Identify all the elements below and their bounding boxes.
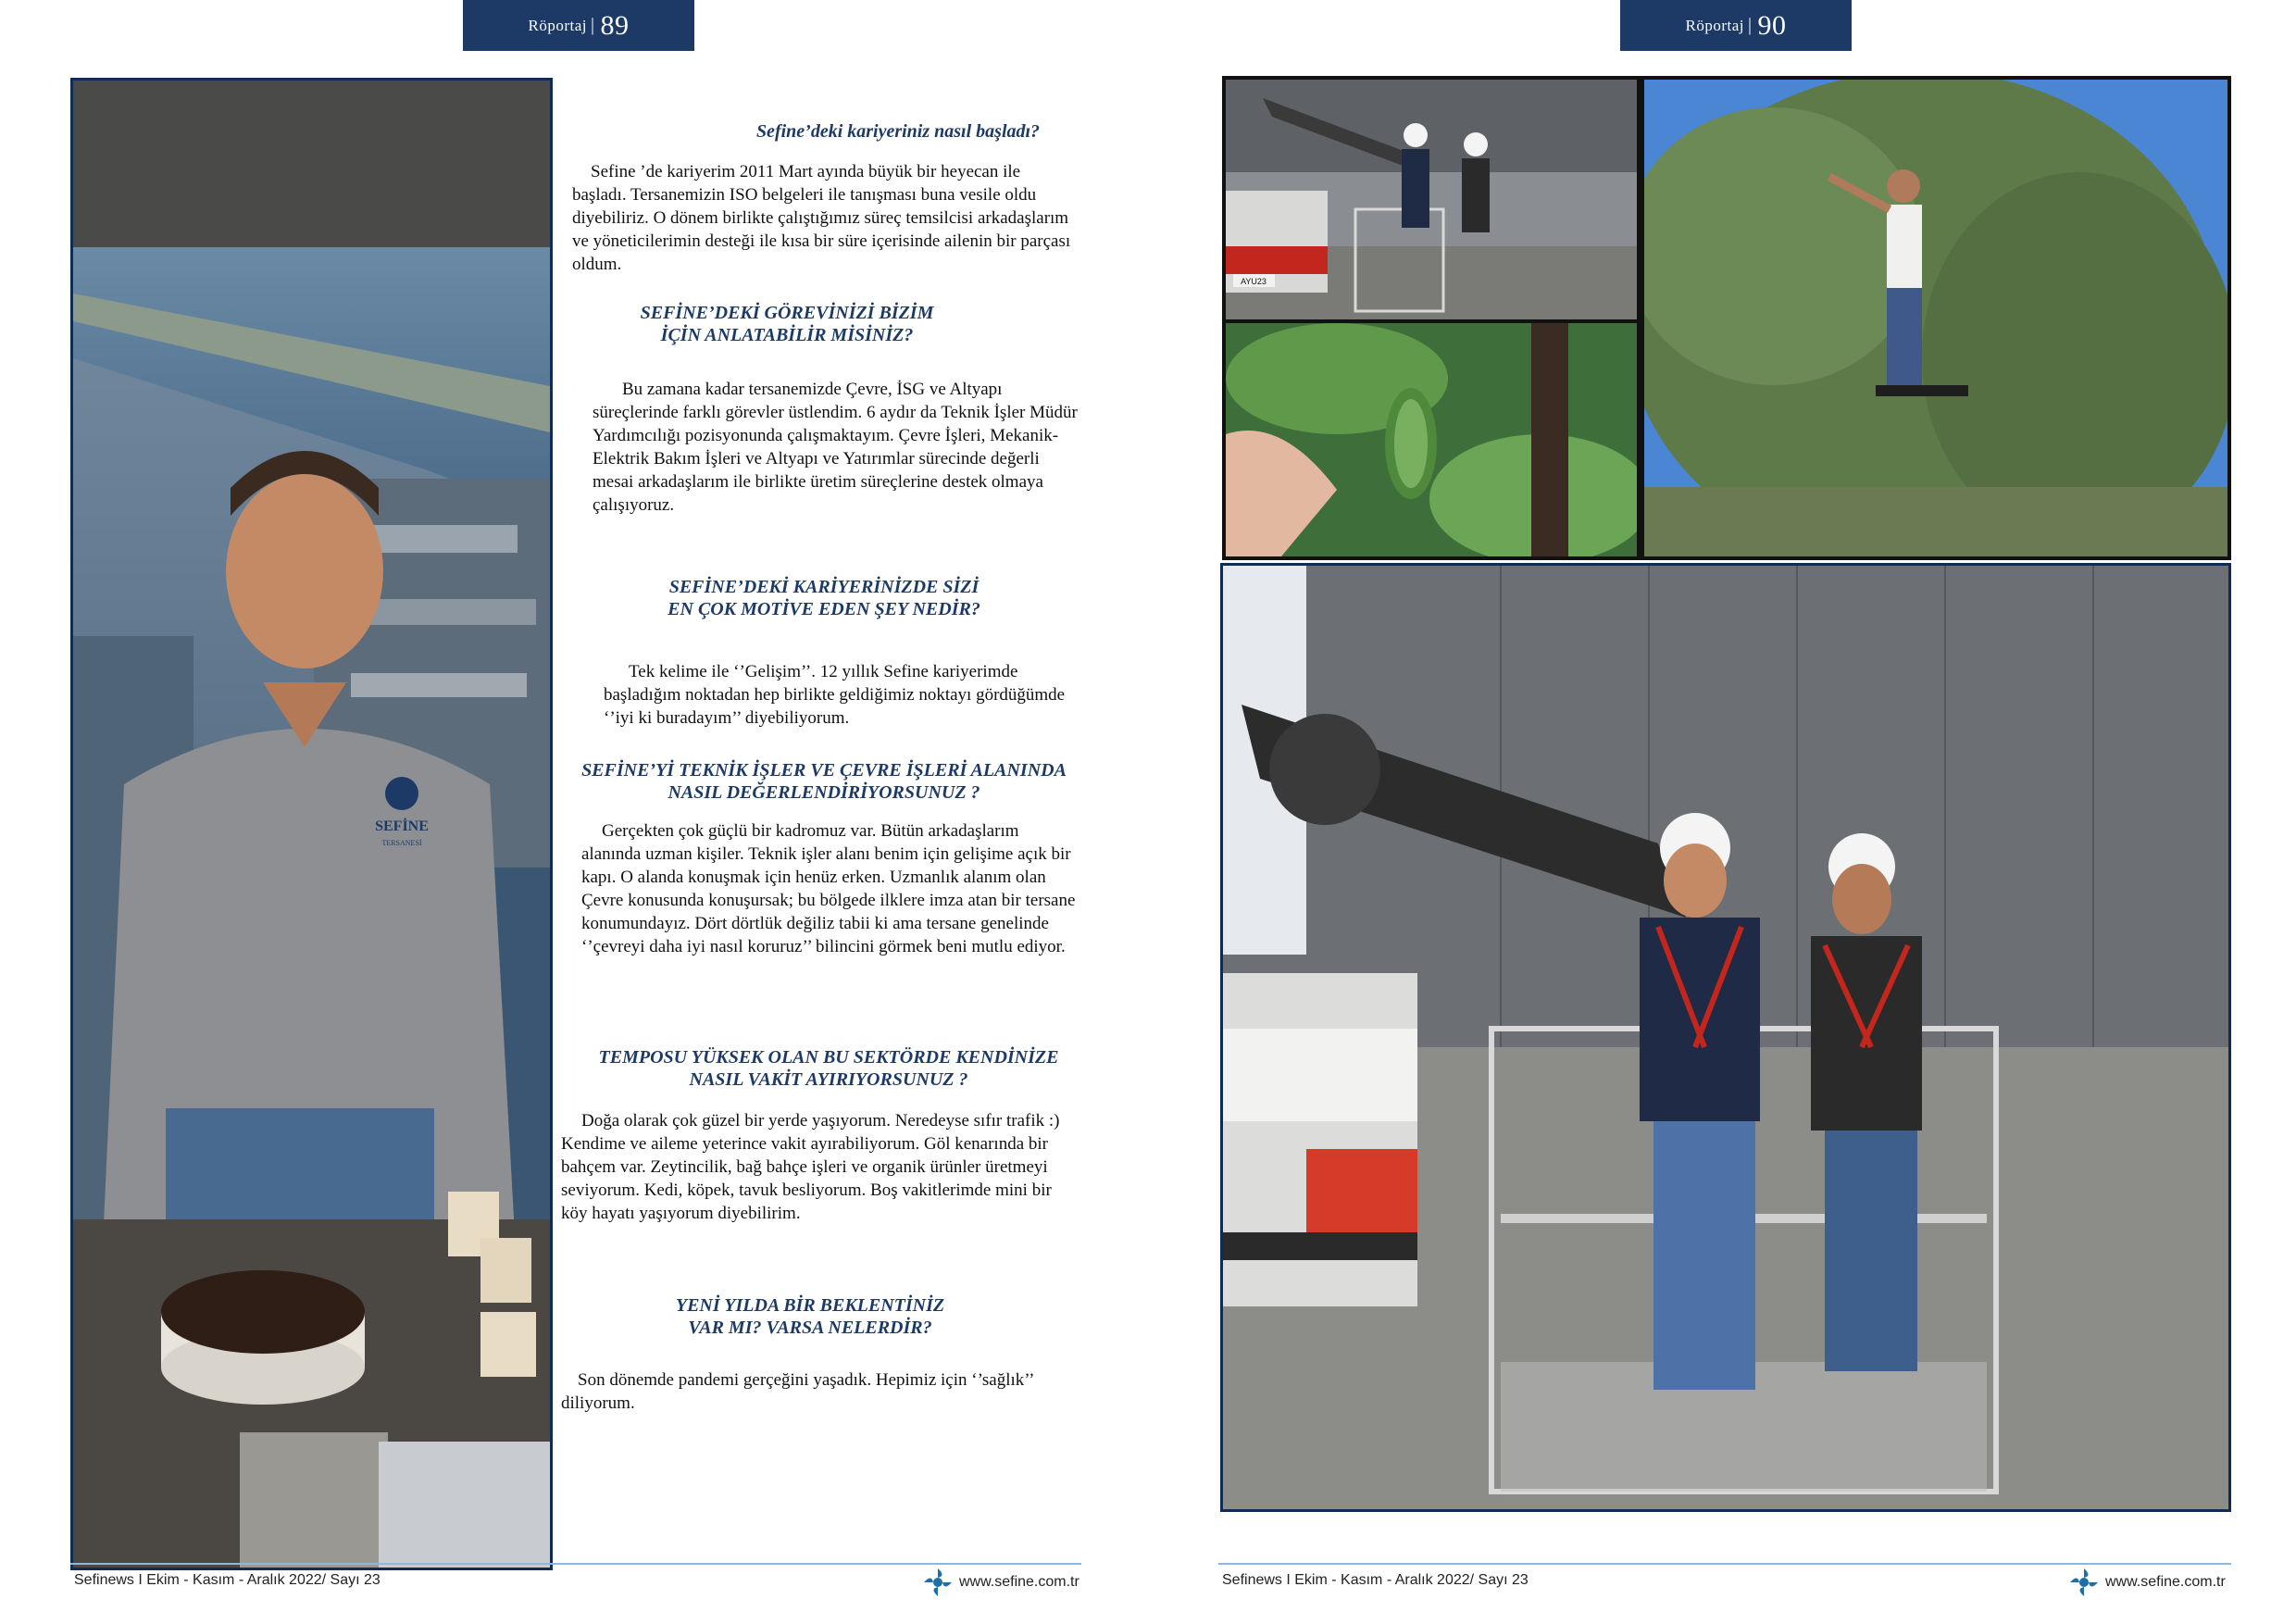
question-5: TEMPOSU YÜKSEK OLAN BU SEKTÖRDE KENDİNİZE NASIL VAKİT AYIRIYORSUNUZ ?	[598, 1047, 1059, 1090]
photo-crane-small	[1222, 76, 1641, 323]
sefine-logo-icon	[2068, 1567, 2100, 1598]
footer-rule-right	[1218, 1563, 2231, 1565]
header-separator: |	[1747, 15, 1753, 35]
footer-issue-left: Sefinews I Ekim - Kasım - Aralık 2022/ Sayı 23	[74, 1572, 381, 1588]
page-header-tab-left	[463, 0, 694, 51]
footer-rule-left	[70, 1563, 1081, 1565]
website-url[interactable]: www.sefine.com.tr	[2105, 1574, 2226, 1590]
footer-website-right[interactable]	[2068, 1567, 2226, 1598]
question-4: SEFİNE’Yİ TEKNİK İŞLER VE ÇEVRE İŞLERİ ALANINDA NASIL DEĞERLENDİRİYORSUNUZ ?	[581, 760, 1067, 803]
photo-olive-tree	[1641, 76, 2231, 560]
answer-6: Son dönemde pandemi gerçeğini yaşadık. Hepimiz için ‘’sağlık’’ diliyorum.	[561, 1370, 1034, 1413]
page-header-tab-right	[1620, 0, 1852, 51]
question-6: YENİ YILDA BİR BEKLENTİNİZ VAR MI? VARSA NELERDİR?	[675, 1295, 945, 1338]
question-2: SEFİNE’DEKİ GÖREVİNİZİ BİZİM İÇİN ANLATABİLİR MİSİNİZ?	[640, 303, 934, 345]
shirt-logo-subtext: TERSANESİ	[381, 839, 422, 847]
answer-5: Doğa olarak çok güzel bir yerde yaşıyorum. Neredeyse sıfır trafik :) Kendime ve aileme yeterince vakit ayırabiliyorum. Göl kenarında bir bahçem var. Zeytincilik, bağ bahçe işleri ve organik ürünler üretmeyi seviyorum. Kedi, köpek, tavuk besliyorum. Boş vakitlerimde mini bir köy hayatı yaşıyorum diyebilirim.	[561, 1111, 1060, 1223]
header-section-label: Röportaj	[1685, 16, 1744, 34]
question-3: SEFİNE’DEKİ KARİYERİNİZDE SİZİ EN ÇOK MOTİVE EDEN ŞEY NEDİR?	[668, 577, 980, 619]
website-url[interactable]: www.sefine.com.tr	[959, 1574, 1079, 1590]
answer-3: Tek kelime ile ‘’Gelişim’’. 12 yıllık Sefine kariyerimde başladığım noktadan hep birlikte geldiğimiz noktayı gördüğümde ‘’iyi ki buradayım’’ diyebiliyorum.	[604, 662, 1066, 728]
truck-plate: AYU23	[1241, 277, 1267, 286]
header-separator: |	[590, 15, 595, 35]
footer-issue-right: Sefinews I Ekim - Kasım - Aralık 2022/ Sayı 23	[1222, 1572, 1529, 1588]
question-1: Sefine’deki kariyeriniz nasıl başladı?	[755, 121, 1041, 142]
answer-2: Bu zamana kadar tersanemizde Çevre, İSG ve Altyapı süreçlerinde farklı görevler üstlendim. 6 aydır da Teknik İşler Müdür Yardımcılığı pozisyonunda çalışmaktayım. Çevre İşleri, Mekanik-Elektrik Bakım İşleri ve Altyapı ve Yatırımlar sürecinde değerli mesai arkadaşlarım ile birlikte üretim süreçlerine destek olmaya çalışıyoruz.	[593, 380, 1078, 515]
answer-1: Sefine ’de kariyerim 2011 Mart ayında büyük bir heyecan ile başladı. Tersanemizin ISO belgeleri ile tanışması buna vesile oldu diyebiliriz. O dönem birlikte çalıştığımız süreç temsilcisi arkadaşlarım ve yöneticilerimin desteği ile kısa bir süre içerisinde ailenin bir parçası oldum.	[572, 162, 1071, 274]
photo-cucumber	[1222, 319, 1641, 560]
shirt-logo-text: SEFİNE	[375, 818, 429, 834]
header-section-label: Röportaj	[528, 16, 587, 34]
page-number: 89	[600, 9, 630, 41]
page-number: 90	[1757, 9, 1787, 41]
footer-website-left[interactable]	[922, 1567, 1079, 1598]
answer-4: Gerçekten çok güçlü bir kadromuz var. Bütün arkadaşlarım alanında uzman kişiler. Teknik işler alanı benim için gelişime açık bir kapı. O alanda konuşmak için henüz erken. Uzmanlık alanım olan Çevre konusunda konuşursak; bu bölgede ilklere imza atan bir tersane konumundayız. Dört dörtlük değiliz tabii ki ama tersane genelinde ‘’çevreyi daha iyi nasıl koruruz’’ bilincini görmek beni mutlu ediyor.	[581, 821, 1076, 956]
portrait-photo	[70, 78, 553, 1570]
photo-crane-large	[1220, 563, 2231, 1512]
sefine-logo-icon	[922, 1567, 954, 1598]
